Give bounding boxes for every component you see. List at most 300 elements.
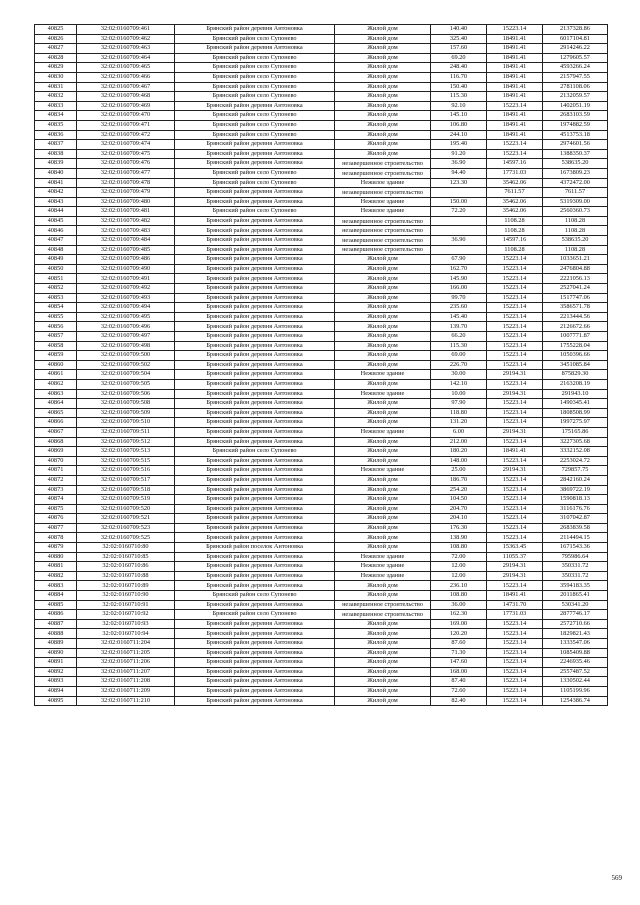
- address: Брянский район деревня Антоновка: [175, 274, 335, 284]
- object-type: Жилой дом: [335, 332, 431, 342]
- table-row: [35, 648, 608, 658]
- table-row: [35, 25, 608, 35]
- table-row: [35, 427, 608, 437]
- area: 204.10: [431, 514, 487, 524]
- object-type: Жилой дом: [335, 274, 431, 284]
- area: 140.40: [431, 25, 487, 35]
- object-type: Жилой дом: [335, 485, 431, 495]
- cadastral-value: 7611.57: [543, 188, 608, 198]
- address: Брянский район деревня Антоновка: [175, 562, 335, 572]
- table-row: [35, 207, 608, 217]
- cadastral-value: 729857.75: [543, 466, 608, 476]
- object-type: Нежилое здание: [335, 427, 431, 437]
- area: 142.10: [431, 379, 487, 389]
- area: 71.30: [431, 648, 487, 658]
- area: 115.30: [431, 92, 487, 102]
- cadastral-value: 3332152.08: [543, 447, 608, 457]
- object-type: Жилой дом: [335, 495, 431, 505]
- row-number: 40833: [35, 101, 77, 111]
- cadastral-number: 32:02:0160709:508: [77, 399, 175, 409]
- cadastral-value: 5319309.00: [543, 197, 608, 207]
- address: Брянский район деревня Антоновка: [175, 437, 335, 447]
- specific-value: 15223.14: [487, 312, 543, 322]
- table-row: [35, 236, 608, 246]
- specific-value: 15223.14: [487, 408, 543, 418]
- cadastral-number: 32:02:0160709:525: [77, 533, 175, 543]
- address: Брянский район деревня Антоновка: [175, 149, 335, 159]
- row-number: 40861: [35, 370, 77, 380]
- address: Брянский район деревня Антоновка: [175, 552, 335, 562]
- cadastral-number: 32:02:0160709:509: [77, 408, 175, 418]
- area: 87.40: [431, 677, 487, 687]
- table-body: [35, 25, 608, 706]
- row-number: 40856: [35, 322, 77, 332]
- object-type: Жилой дом: [335, 543, 431, 553]
- address: Брянский район деревня Антоновка: [175, 686, 335, 696]
- area: 139.70: [431, 322, 487, 332]
- address: Брянский район деревня Антоновка: [175, 514, 335, 524]
- object-type: Жилой дом: [335, 264, 431, 274]
- cadastral-number: 32:02:0160711:210: [77, 696, 175, 706]
- area: 91.20: [431, 149, 487, 159]
- address: Брянский район село Супонево: [175, 168, 335, 178]
- row-number: 40885: [35, 600, 77, 610]
- object-type: Жилой дом: [335, 149, 431, 159]
- cadastral-number: 32:02:0160709:494: [77, 303, 175, 313]
- area: 162.70: [431, 264, 487, 274]
- cadastral-value: 538635.20: [543, 159, 608, 169]
- address: Брянский район деревня Антоновка: [175, 264, 335, 274]
- cadastral-value: 3107042.87: [543, 514, 608, 524]
- specific-value: 18491.41: [487, 120, 543, 130]
- row-number: 40841: [35, 178, 77, 188]
- row-number: 40851: [35, 274, 77, 284]
- specific-value: 15223.14: [487, 255, 543, 265]
- table-row: [35, 475, 608, 485]
- table-row: [35, 658, 608, 668]
- object-type: Жилой дом: [335, 437, 431, 447]
- address: Брянский район деревня Антоновка: [175, 619, 335, 629]
- area: 118.80: [431, 408, 487, 418]
- table-row: [35, 44, 608, 54]
- table-row: [35, 34, 608, 44]
- cadastral-number: 32:02:0160710:92: [77, 610, 175, 620]
- specific-value: 14597.16: [487, 236, 543, 246]
- cadastral-number: 32:02:0160710:93: [77, 619, 175, 629]
- specific-value: 15223.14: [487, 332, 543, 342]
- cadastral-value: 2246935.46: [543, 658, 608, 668]
- specific-value: 15223.14: [487, 686, 543, 696]
- object-type: Жилой дом: [335, 120, 431, 130]
- table-row: [35, 255, 608, 265]
- address: Брянский район село Супонево: [175, 72, 335, 82]
- specific-value: 1108.28: [487, 216, 543, 226]
- object-type: Жилой дом: [335, 591, 431, 601]
- address: Брянский район деревня Антоновка: [175, 322, 335, 332]
- specific-value: 18491.41: [487, 44, 543, 54]
- table-row: [35, 466, 608, 476]
- page-number: 569: [611, 874, 622, 882]
- area: 157.60: [431, 44, 487, 54]
- cadastral-number: 32:02:0160710:90: [77, 591, 175, 601]
- row-number: 40840: [35, 168, 77, 178]
- specific-value: 15223.14: [487, 639, 543, 649]
- row-number: 40862: [35, 379, 77, 389]
- row-number: 40853: [35, 293, 77, 303]
- table-row: [35, 600, 608, 610]
- table-row: [35, 639, 608, 649]
- row-number: 40867: [35, 427, 77, 437]
- cadastral-number: 32:02:0160709:462: [77, 34, 175, 44]
- cadastral-value: 2011865.41: [543, 591, 608, 601]
- row-number: 40837: [35, 140, 77, 150]
- table-row: [35, 264, 608, 274]
- specific-value: 15223.14: [487, 514, 543, 524]
- cadastral-value: 2163208.19: [543, 379, 608, 389]
- cadastral-value: 2683103.59: [543, 111, 608, 121]
- table-row: [35, 101, 608, 111]
- area: 166.00: [431, 284, 487, 294]
- object-type: Жилой дом: [335, 130, 431, 140]
- object-type: Жилой дом: [335, 111, 431, 121]
- table-row: [35, 696, 608, 706]
- object-type: Жилой дом: [335, 312, 431, 322]
- object-type: Жилой дом: [335, 63, 431, 73]
- area: [431, 226, 487, 236]
- row-number: 40850: [35, 264, 77, 274]
- address: Брянский район деревня Антоновка: [175, 696, 335, 706]
- address: Брянский район село Супонево: [175, 178, 335, 188]
- specific-value: 14731.70: [487, 600, 543, 610]
- address: Брянский район деревня Антоновка: [175, 216, 335, 226]
- cadastral-number: 32:02:0160709:472: [77, 130, 175, 140]
- specific-value: 14597.16: [487, 159, 543, 169]
- cadastral-value: 1671543.36: [543, 543, 608, 553]
- table-row: [35, 619, 608, 629]
- cadastral-number: 32:02:0160711:205: [77, 648, 175, 658]
- table-row: [35, 149, 608, 159]
- area: 145.40: [431, 312, 487, 322]
- cadastral-value: 875829.30: [543, 370, 608, 380]
- area: 244.10: [431, 130, 487, 140]
- row-number: 40843: [35, 197, 77, 207]
- address: Брянский район деревня Антоновка: [175, 188, 335, 198]
- area: 226.70: [431, 360, 487, 370]
- area: 36.90: [431, 236, 487, 246]
- object-type: Нежилое здание: [335, 562, 431, 572]
- table-row: [35, 456, 608, 466]
- row-number: 40893: [35, 677, 77, 687]
- area: 138.90: [431, 533, 487, 543]
- object-type: незавершенное строительство: [335, 168, 431, 178]
- cadastral-number: 32:02:0160709:485: [77, 245, 175, 255]
- cadastral-value: 2974601.56: [543, 140, 608, 150]
- cadastral-number: 32:02:0160710:85: [77, 552, 175, 562]
- object-type: незавершенное строительство: [335, 226, 431, 236]
- row-number: 40855: [35, 312, 77, 322]
- object-type: Жилой дом: [335, 629, 431, 639]
- specific-value: 1108.28: [487, 226, 543, 236]
- cadastral-number: 32:02:0160710:86: [77, 562, 175, 572]
- area: 69.00: [431, 351, 487, 361]
- table-row: [35, 667, 608, 677]
- cadastral-number: 32:02:0160709:484: [77, 236, 175, 246]
- area: 145.90: [431, 274, 487, 284]
- row-number: 40827: [35, 44, 77, 54]
- cadastral-number: 32:02:0160709:478: [77, 178, 175, 188]
- cadastral-value: 2221056.13: [543, 274, 608, 284]
- object-type: Жилой дом: [335, 447, 431, 457]
- address: Брянский район село Супонево: [175, 82, 335, 92]
- object-type: Жилой дом: [335, 72, 431, 82]
- area: 104.50: [431, 495, 487, 505]
- table-row: [35, 610, 608, 620]
- cadastral-value: 1108.28: [543, 216, 608, 226]
- cadastral-number: 32:02:0160709:467: [77, 82, 175, 92]
- address: Брянский район деревня Антоновка: [175, 667, 335, 677]
- area: 150.00: [431, 197, 487, 207]
- specific-value: 18491.41: [487, 63, 543, 73]
- row-number: 40894: [35, 686, 77, 696]
- address: Брянский район село Супонево: [175, 610, 335, 620]
- address: Брянский район деревня Антоновка: [175, 533, 335, 543]
- address: Брянский район деревня Антоновка: [175, 408, 335, 418]
- cadastral-value: 1333547.06: [543, 639, 608, 649]
- cadastral-value: 1033651.21: [543, 255, 608, 265]
- specific-value: 29194.31: [487, 571, 543, 581]
- cadastral-value: 1755228.04: [543, 341, 608, 351]
- object-type: Жилой дом: [335, 514, 431, 524]
- cadastral-value: 2914246.22: [543, 44, 608, 54]
- address: Брянский район деревня Антоновка: [175, 523, 335, 533]
- row-number: 40825: [35, 25, 77, 35]
- area: 97.90: [431, 399, 487, 409]
- specific-value: 15223.14: [487, 485, 543, 495]
- cadastral-value: 3586571.78: [543, 303, 608, 313]
- row-number: 40848: [35, 245, 77, 255]
- specific-value: 18491.41: [487, 72, 543, 82]
- row-number: 40830: [35, 72, 77, 82]
- cadastral-number: 32:02:0160709:505: [77, 379, 175, 389]
- cadastral-number: 32:02:0160709:469: [77, 101, 175, 111]
- object-type: незавершенное строительство: [335, 216, 431, 226]
- specific-value: 18491.41: [487, 111, 543, 121]
- cadastral-number: 32:02:0160709:461: [77, 25, 175, 35]
- specific-value: 18491.41: [487, 53, 543, 63]
- object-type: Нежилое здание: [335, 370, 431, 380]
- table-row: [35, 437, 608, 447]
- address: Брянский район деревня Антоновка: [175, 379, 335, 389]
- area: 145.10: [431, 111, 487, 121]
- cadastral-value: 291943.10: [543, 389, 608, 399]
- cadastral-number: 32:02:0160709:521: [77, 514, 175, 524]
- address: Брянский район село Супонево: [175, 447, 335, 457]
- row-number: 40891: [35, 658, 77, 668]
- address: Брянский район деревня Антоновка: [175, 629, 335, 639]
- row-number: 40866: [35, 418, 77, 428]
- specific-value: 15223.14: [487, 696, 543, 706]
- table-row: [35, 514, 608, 524]
- cadastral-value: 2476804.88: [543, 264, 608, 274]
- specific-value: 15223.14: [487, 418, 543, 428]
- cadastral-value: 2253024.72: [543, 456, 608, 466]
- object-type: Жилой дом: [335, 408, 431, 418]
- object-type: Жилой дом: [335, 25, 431, 35]
- address: Брянский район деревня Антоновка: [175, 140, 335, 150]
- specific-value: 11055.37: [487, 552, 543, 562]
- address: Брянский район деревня Антоновка: [175, 370, 335, 380]
- cadastral-number: 32:02:0160711:204: [77, 639, 175, 649]
- specific-value: 17731.03: [487, 168, 543, 178]
- table-row: [35, 552, 608, 562]
- cadastral-number: 32:02:0160709:477: [77, 168, 175, 178]
- table-row: [35, 226, 608, 236]
- address: Брянский район село Супонево: [175, 92, 335, 102]
- cadastral-number: 32:02:0160710:80: [77, 543, 175, 553]
- address: Брянский район деревня Антоновка: [175, 332, 335, 342]
- cadastral-number: 32:02:0160709:490: [77, 264, 175, 274]
- specific-value: 15223.14: [487, 303, 543, 313]
- specific-value: 15223.14: [487, 475, 543, 485]
- cadastral-value: 2572710.66: [543, 619, 608, 629]
- table-row: [35, 591, 608, 601]
- area: 30.00: [431, 370, 487, 380]
- address: Брянский район деревня Антоновка: [175, 571, 335, 581]
- row-number: 40839: [35, 159, 77, 169]
- cadastral-value: 1105199.96: [543, 686, 608, 696]
- row-number: 40829: [35, 63, 77, 73]
- area: 82.40: [431, 696, 487, 706]
- area: 150.40: [431, 82, 487, 92]
- object-type: Жилой дом: [335, 619, 431, 629]
- cadastral-value: 175165.86: [543, 427, 608, 437]
- address: Брянский район село Супонево: [175, 111, 335, 121]
- row-number: 40889: [35, 639, 77, 649]
- object-type: Жилой дом: [335, 677, 431, 687]
- cadastral-number: 32:02:0160709:519: [77, 495, 175, 505]
- table-row: [35, 533, 608, 543]
- address: Брянский район деревня Антоновка: [175, 466, 335, 476]
- specific-value: 15223.14: [487, 351, 543, 361]
- area: 116.70: [431, 72, 487, 82]
- cadastral-number: 32:02:0160709:493: [77, 293, 175, 303]
- row-number: 40828: [35, 53, 77, 63]
- specific-value: 35462.06: [487, 207, 543, 217]
- cadastral-number: 32:02:0160709:465: [77, 63, 175, 73]
- cadastral-value: 1673809.23: [543, 168, 608, 178]
- area: 123.30: [431, 178, 487, 188]
- row-number: 40826: [35, 34, 77, 44]
- cadastral-number: 32:02:0160710:89: [77, 581, 175, 591]
- area: 212.00: [431, 437, 487, 447]
- cadastral-number: 32:02:0160709:468: [77, 92, 175, 102]
- table-row: [35, 677, 608, 687]
- table-row: [35, 178, 608, 188]
- address: Брянский район деревня Антоновка: [175, 360, 335, 370]
- address: Брянский район деревня Антоновка: [175, 341, 335, 351]
- table-row: [35, 293, 608, 303]
- object-type: Жилой дом: [335, 293, 431, 303]
- cadastral-value: 350331.72: [543, 562, 608, 572]
- table-row: [35, 332, 608, 342]
- area: 10.00: [431, 389, 487, 399]
- cadastral-value: 1108.28: [543, 226, 608, 236]
- specific-value: 15223.14: [487, 140, 543, 150]
- object-type: Жилой дом: [335, 504, 431, 514]
- table-row: [35, 92, 608, 102]
- object-type: незавершенное строительство: [335, 245, 431, 255]
- area: 131.20: [431, 418, 487, 428]
- row-number: 40878: [35, 533, 77, 543]
- cadastral-value: 530341.20: [543, 600, 608, 610]
- specific-value: 15223.14: [487, 437, 543, 447]
- cadastral-number: 32:02:0160709:497: [77, 332, 175, 342]
- specific-value: 15223.14: [487, 658, 543, 668]
- table-row: [35, 389, 608, 399]
- cadastral-number: 32:02:0160711:207: [77, 667, 175, 677]
- specific-value: 1108.28: [487, 245, 543, 255]
- cadastral-number: 32:02:0160709:466: [77, 72, 175, 82]
- specific-value: 15223.14: [487, 504, 543, 514]
- cadastral-value: 2683839.58: [543, 523, 608, 533]
- address: Брянский район деревня Антоновка: [175, 600, 335, 610]
- cadastral-value: 2137328.86: [543, 25, 608, 35]
- area: 148.00: [431, 456, 487, 466]
- address: Брянский район деревня Антоновка: [175, 197, 335, 207]
- area: 94.40: [431, 168, 487, 178]
- cadastral-number: 32:02:0160711:209: [77, 686, 175, 696]
- table-row: [35, 159, 608, 169]
- specific-value: 15223.14: [487, 341, 543, 351]
- table-row: [35, 418, 608, 428]
- cadastral-value: 6017104.81: [543, 34, 608, 44]
- cadastral-value: 2560360.73: [543, 207, 608, 217]
- object-type: Жилой дом: [335, 44, 431, 54]
- area: [431, 188, 487, 198]
- object-type: Нежилое здание: [335, 207, 431, 217]
- cadastral-number: 32:02:0160709:502: [77, 360, 175, 370]
- cadastral-number: 32:02:0160709:476: [77, 159, 175, 169]
- address: Брянский район деревня Антоновка: [175, 658, 335, 668]
- cadastral-number: 32:02:0160709:512: [77, 437, 175, 447]
- object-type: Нежилое здание: [335, 552, 431, 562]
- cadastral-value: 1517747.06: [543, 293, 608, 303]
- cadastral-number: 32:02:0160709:498: [77, 341, 175, 351]
- row-number: 40890: [35, 648, 77, 658]
- object-type: Нежилое здание: [335, 571, 431, 581]
- row-number: 40868: [35, 437, 77, 447]
- area: 92.10: [431, 101, 487, 111]
- cadastral-value: 1829821.43: [543, 629, 608, 639]
- specific-value: 15223.14: [487, 264, 543, 274]
- cadastral-number: 32:02:0160709:516: [77, 466, 175, 476]
- specific-value: 18491.41: [487, 591, 543, 601]
- table-row: [35, 82, 608, 92]
- cadastral-value: 2877746.17: [543, 610, 608, 620]
- specific-value: 15223.14: [487, 360, 543, 370]
- specific-value: 29194.31: [487, 466, 543, 476]
- address: Брянский район деревня Антоновка: [175, 581, 335, 591]
- specific-value: 15223.14: [487, 533, 543, 543]
- cadastral-value: 1085409.88: [543, 648, 608, 658]
- row-number: 40847: [35, 236, 77, 246]
- row-number: 40870: [35, 456, 77, 466]
- area: 180.20: [431, 447, 487, 457]
- object-type: Жилой дом: [335, 341, 431, 351]
- table-row: [35, 504, 608, 514]
- address: Брянский район деревня Антоновка: [175, 639, 335, 649]
- object-type: Жилой дом: [335, 303, 431, 313]
